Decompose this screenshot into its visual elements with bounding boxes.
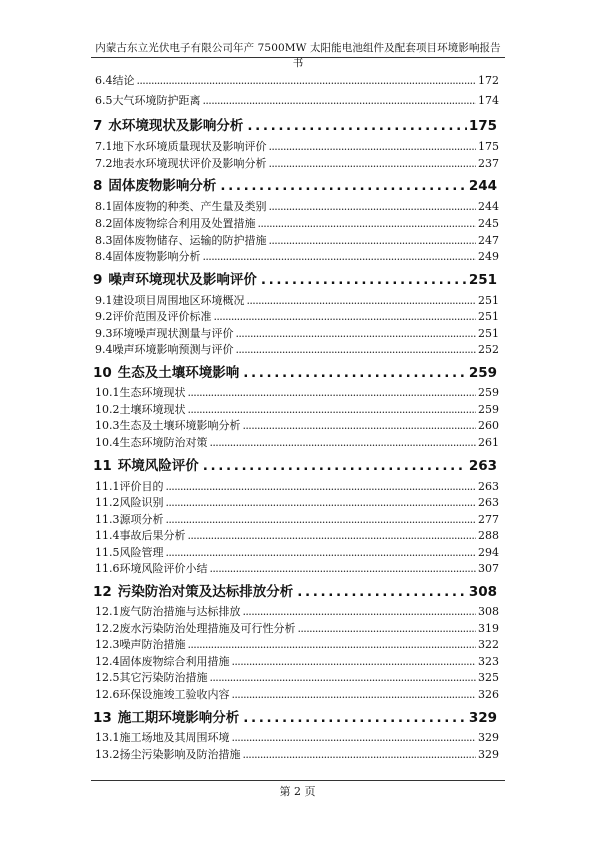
toc-dot-leader [261, 272, 467, 288]
toc-entry-title: 风险识别 [119, 496, 164, 509]
toc-entry-title: 固体废物储存、运输的防护措施 [112, 234, 267, 247]
toc-dot-leader [232, 655, 477, 668]
toc-entry-page: 249 [478, 250, 499, 263]
toc-entry-number: 9.3 [95, 327, 113, 340]
toc-dot-leader [243, 748, 477, 761]
toc-entry-page: 277 [478, 513, 499, 526]
toc-entry-page: 319 [478, 622, 499, 635]
toc-entry-number: 12.4 [95, 655, 120, 668]
toc-dot-leader [269, 200, 477, 213]
toc-entry-page: 251 [468, 272, 497, 288]
toc-entry-page: 259 [478, 386, 499, 399]
toc-entry-number: 9.1 [95, 294, 113, 307]
toc-entry-page: 263 [478, 480, 499, 493]
toc-entry-page: 308 [478, 605, 499, 618]
toc-entry-title: 源项分析 [119, 513, 164, 526]
toc-dot-leader [269, 140, 477, 153]
toc-entry-title: 事故后果分析 [119, 529, 186, 542]
toc-entry-number: 10.4 [95, 436, 120, 449]
toc-entry-title: 固体废物综合利用及处置措施 [112, 217, 256, 230]
toc-entry-title: 土壤环境现状 [119, 403, 186, 416]
toc-section-entry[interactable] [91, 478, 499, 494]
toc-entry-title: 固体废物综合利用措施 [119, 655, 230, 668]
toc-entry-page: 244 [478, 200, 499, 213]
toc-dot-leader [166, 546, 477, 559]
toc-entry-number: 8.4 [95, 250, 113, 263]
toc-section-entry[interactable] [91, 560, 499, 576]
toc-entry-page: 263 [468, 458, 497, 474]
toc-section-entry[interactable] [91, 729, 499, 745]
toc-section-entry[interactable] [91, 511, 499, 527]
toc-entry-title: 固体废物的种类、产生量及类别 [112, 200, 267, 213]
toc-section-entry[interactable] [91, 72, 499, 88]
toc-section-entry[interactable] [91, 434, 499, 450]
toc-dot-leader [214, 310, 477, 323]
toc-dot-leader [188, 529, 477, 542]
toc-entry-title: 结论 [112, 74, 135, 87]
toc-entry-title: 噪声环境影响预测与评价 [112, 343, 234, 356]
toc-section-entry[interactable] [91, 341, 499, 357]
toc-dot-leader [232, 731, 477, 744]
toc-entry-page: 329 [468, 710, 497, 726]
toc-entry-number: 13.2 [95, 748, 120, 761]
toc-entry-page: 307 [478, 562, 499, 575]
toc-entry-page: 326 [478, 688, 499, 701]
toc-section-entry[interactable] [91, 198, 499, 214]
toc-entry-title: 污染防治对策及达标排放分析 [117, 584, 294, 600]
toc-entry-number: 10.2 [95, 403, 120, 416]
toc-entry-page: 259 [478, 403, 499, 416]
toc-entry-page: 245 [478, 217, 499, 230]
toc-dot-leader [166, 496, 477, 509]
toc-dot-leader [236, 327, 477, 340]
toc-entry-number: 8 [93, 178, 103, 194]
toc-entry-number: 13 [93, 710, 112, 726]
toc-entry-title: 废气防治措施与达标排放 [119, 605, 241, 618]
footer-divider [91, 780, 505, 781]
toc-entry-page: 237 [478, 157, 499, 170]
toc-section-entry[interactable] [91, 494, 499, 510]
toc-entry-title: 生态及土壤环境影响 [117, 365, 240, 381]
toc-dot-leader [203, 250, 477, 263]
toc-entry-title: 建设项目周围地区环境概况 [112, 294, 245, 307]
toc-entry-title: 评价目的 [119, 480, 164, 493]
toc-dot-leader [137, 74, 477, 87]
toc-dot-leader [243, 710, 467, 726]
toc-entry-title: 噪声防治措施 [119, 638, 186, 651]
toc-entry-number: 9.4 [95, 343, 113, 356]
toc-entry-page: 175 [468, 118, 497, 134]
toc-entry-title: 生态环境现状 [119, 386, 186, 399]
toc-entry-title: 水环境现状及影响分析 [108, 118, 244, 134]
toc-dot-leader [247, 118, 466, 134]
toc-entry-number: 11.2 [95, 496, 120, 509]
toc-entry-number: 6.4 [95, 74, 113, 87]
toc-entry-page: 251 [478, 327, 499, 340]
toc-entry-number: 11.3 [95, 513, 120, 526]
toc-dot-leader [269, 157, 477, 170]
toc-chapter-entry[interactable] [91, 706, 499, 730]
toc-entry-number: 9.2 [95, 310, 113, 323]
toc-entry-number: 10 [93, 365, 112, 381]
toc-entry-page: 322 [478, 638, 499, 651]
toc-dot-leader [203, 94, 477, 107]
toc-chapter-entry[interactable] [91, 114, 499, 138]
toc-section-entry[interactable] [91, 686, 499, 702]
toc-section-entry[interactable] [91, 215, 499, 231]
toc-chapter-entry[interactable] [91, 268, 499, 292]
toc-dot-leader [203, 458, 467, 474]
toc-entry-title: 地表水环境现状评价及影响分析 [112, 157, 267, 170]
toc-entry-title: 固体废物影响分析 [108, 178, 217, 194]
toc-dot-leader [236, 343, 477, 356]
toc-dot-leader [210, 436, 477, 449]
toc-entry-number: 11.5 [95, 546, 120, 559]
toc-section-entry[interactable] [91, 417, 499, 433]
toc-chapter-entry[interactable] [91, 361, 499, 385]
toc-section-entry[interactable] [91, 232, 499, 248]
toc-entry-page: 323 [478, 655, 499, 668]
toc-entry-page: 251 [478, 294, 499, 307]
toc-section-entry[interactable] [91, 603, 499, 619]
toc-dot-leader [243, 419, 477, 432]
toc-section-entry[interactable] [91, 325, 499, 341]
toc-entry-title: 废水污染防治处理措施及可行性分析 [119, 622, 296, 635]
toc-section-entry[interactable] [91, 620, 499, 636]
toc-section-entry[interactable] [91, 155, 499, 171]
toc-entry-number: 11.6 [95, 562, 120, 575]
toc-section-entry[interactable] [91, 138, 499, 154]
toc-entry-page: 259 [468, 365, 497, 381]
toc-dot-leader [258, 217, 477, 230]
toc-entry-page: 325 [478, 671, 499, 684]
toc-entry-number: 12.3 [95, 638, 120, 651]
toc-entry-title: 评价范围及评价标准 [112, 310, 212, 323]
toc-entry-number: 11.1 [95, 480, 120, 493]
toc-entry-number: 8.3 [95, 234, 113, 247]
toc-dot-leader [166, 513, 477, 526]
toc-entry-page: 251 [478, 310, 499, 323]
toc-section-entry[interactable] [91, 669, 499, 685]
toc-chapter-entry[interactable] [91, 174, 499, 198]
toc-dot-leader [243, 605, 477, 618]
toc-entry-page: 288 [478, 529, 499, 542]
toc-section-entry[interactable] [91, 248, 499, 264]
toc-dot-leader [269, 234, 477, 247]
toc-section-entry[interactable] [91, 401, 499, 417]
toc-entry-title: 环境噪声现状测量与评价 [112, 327, 234, 340]
toc-dot-leader [243, 365, 467, 381]
toc-entry-number: 7.1 [95, 140, 113, 153]
toc-entry-number: 11.4 [95, 529, 120, 542]
toc-entry-title: 噪声环境现状及影响评价 [108, 272, 257, 288]
toc-entry-title: 施工期环境影响分析 [117, 710, 240, 726]
toc-entry-number: 7 [93, 118, 103, 134]
toc-dot-leader [210, 671, 477, 684]
toc-entry-page: 308 [468, 584, 497, 600]
toc-entry-page: 175 [478, 140, 499, 153]
toc-dot-leader [188, 638, 477, 651]
toc-entry-page: 252 [478, 343, 499, 356]
toc-entry-number: 12.2 [95, 622, 120, 635]
toc-dot-leader [188, 386, 477, 399]
toc-dot-leader [247, 294, 477, 307]
toc-entry-title: 生态环境防治对策 [119, 436, 208, 449]
toc-section-entry[interactable] [91, 544, 499, 560]
toc-entry-title: 施工场地及其周围环境 [119, 731, 230, 744]
toc-entry-title: 固体废物影响分析 [112, 250, 201, 263]
toc-entry-title: 环境风险评价 [117, 458, 199, 474]
toc-entry-number: 10.1 [95, 386, 120, 399]
toc-entry-page: 174 [478, 94, 499, 107]
toc-entry-title: 环境风险评价小结 [119, 562, 208, 575]
toc-entry-number: 11 [93, 458, 112, 474]
toc-dot-leader [297, 584, 467, 600]
toc-entry-page: 260 [478, 419, 499, 432]
toc-entry-number: 8.2 [95, 217, 113, 230]
toc-entry-number: 12.5 [95, 671, 120, 684]
toc-entry-number: 12.6 [95, 688, 120, 701]
toc-entry-page: 172 [478, 74, 499, 87]
toc-entry-title: 地下水环境质量现状及影响评价 [112, 140, 267, 153]
toc-entry-title: 其它污染防治措施 [119, 671, 208, 684]
toc-dot-leader [166, 480, 477, 493]
toc-entry-page: 261 [478, 436, 499, 449]
page-number: 第 2 页 [279, 785, 316, 798]
toc-section-entry[interactable] [91, 746, 499, 762]
toc-entry-page: 244 [468, 178, 497, 194]
toc-section-entry[interactable] [91, 653, 499, 669]
toc-section-entry[interactable] [91, 92, 499, 108]
toc-entry-number: 12 [93, 584, 112, 600]
toc-entry-number: 13.1 [95, 731, 120, 744]
toc-chapter-entry[interactable] [91, 580, 499, 604]
toc-dot-leader [188, 403, 477, 416]
toc-entry-title: 风险管理 [119, 546, 164, 559]
toc-entry-number: 10.3 [95, 419, 120, 432]
toc-entry-number: 6.5 [95, 94, 113, 107]
toc-dot-leader [298, 622, 477, 635]
toc-section-entry[interactable] [91, 636, 499, 652]
toc-entry-number: 9 [93, 272, 103, 288]
toc-entry-number: 12.1 [95, 605, 120, 618]
toc-entry-number: 7.2 [95, 157, 113, 170]
toc-dot-leader [232, 688, 477, 701]
toc-section-entry[interactable] [91, 292, 499, 308]
toc-chapter-entry[interactable] [91, 454, 499, 478]
toc-entry-page: 247 [478, 234, 499, 247]
toc-entry-title: 生态及土壤环境影响分析 [119, 419, 241, 432]
document-title-header: 内蒙古东立光伏电子有限公司年产 7500MW 太阳能电池组件及配套项目环境影响报告书 [95, 42, 501, 69]
toc-entry-number: 8.1 [95, 200, 113, 213]
toc-section-entry[interactable] [91, 308, 499, 324]
toc-entry-page: 329 [478, 748, 499, 761]
toc-entry-title: 环保设施竣工验收内容 [119, 688, 230, 701]
toc-dot-leader [220, 178, 466, 194]
toc-entry-page: 294 [478, 546, 499, 559]
toc-entry-page: 329 [478, 731, 499, 744]
toc-section-entry[interactable] [91, 384, 499, 400]
toc-dot-leader [210, 562, 477, 575]
toc-section-entry[interactable] [91, 527, 499, 543]
toc-entry-title: 大气环境防护距离 [112, 94, 201, 107]
toc-entry-page: 263 [478, 496, 499, 509]
toc-entry-title: 扬尘污染影响及防治措施 [119, 748, 241, 761]
